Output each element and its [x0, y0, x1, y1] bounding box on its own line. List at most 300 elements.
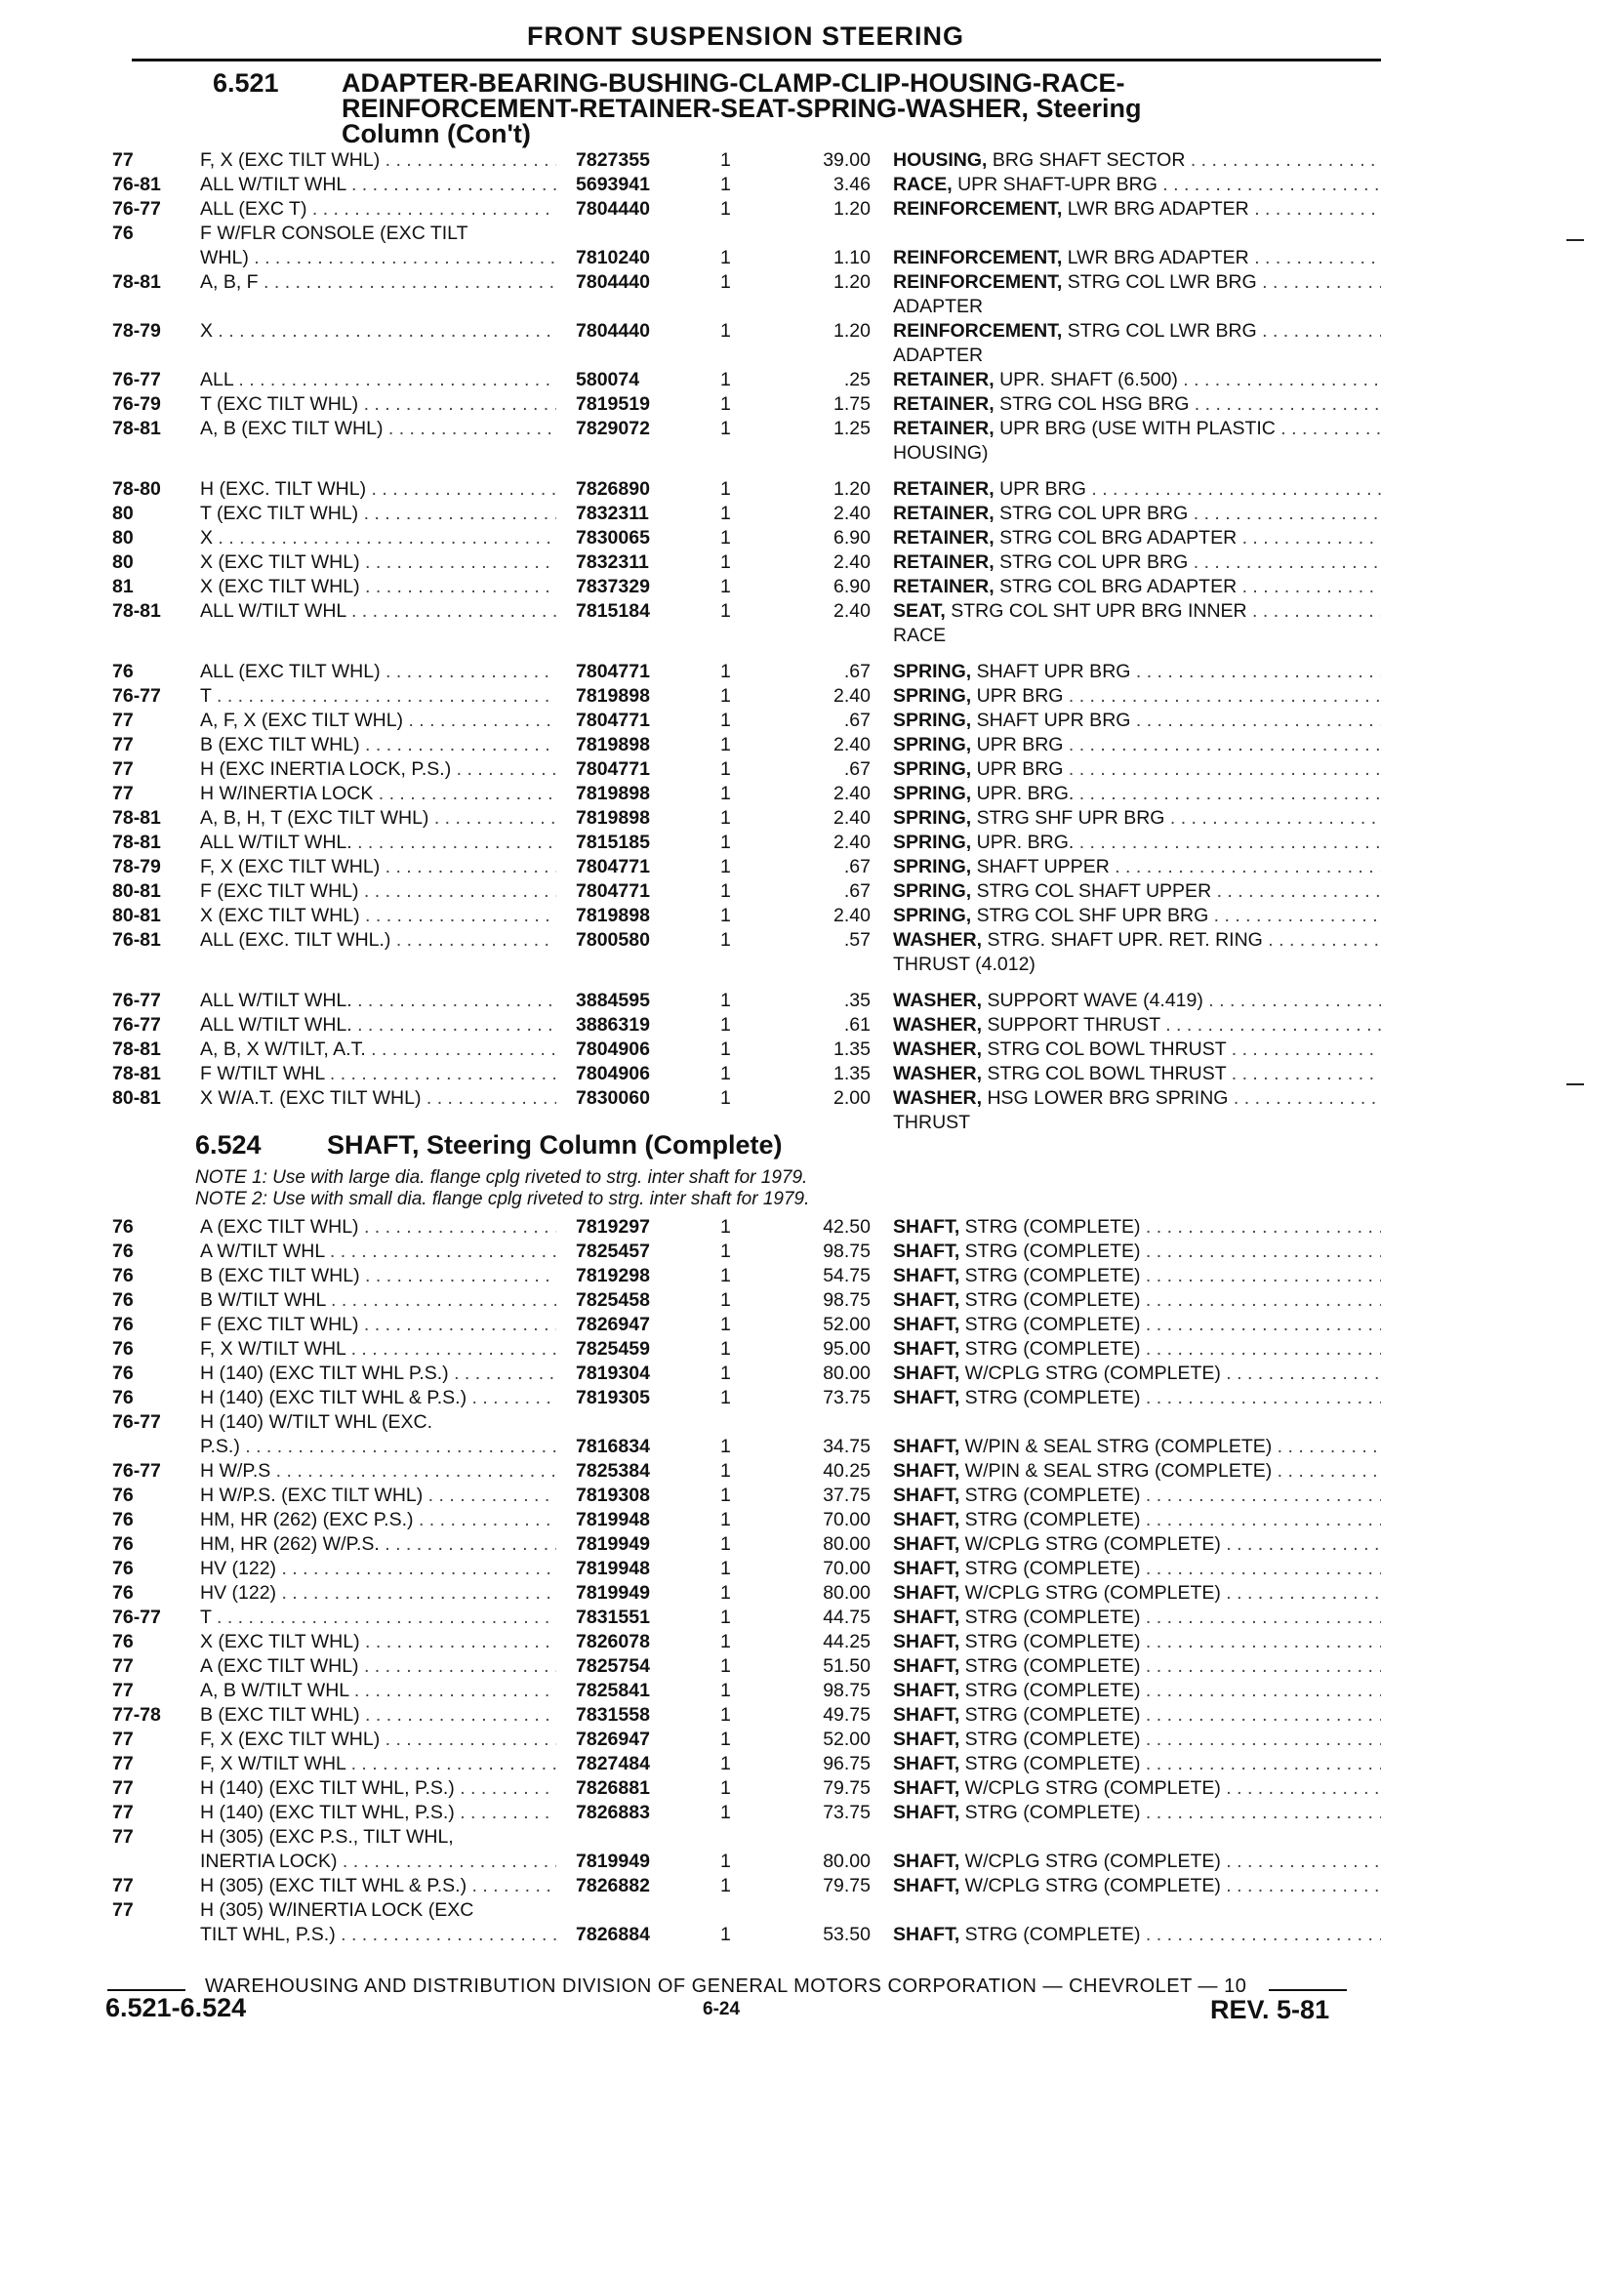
year-cell: 77	[112, 1680, 134, 1701]
part-name-detail: UPR BRG . . .	[977, 758, 1381, 780]
part-number-cell: 7819949	[576, 1582, 650, 1604]
price-cell: .67	[843, 880, 871, 902]
table-row	[0, 270, 1624, 295]
quantity-cell: 1	[720, 661, 731, 682]
part-name-cell	[893, 904, 1381, 928]
price-cell: 2.40	[833, 685, 871, 707]
margin-mark	[1566, 1083, 1584, 1085]
price-cell: 80.00	[823, 1533, 871, 1555]
description-cell: P.S.) . . .	[200, 1435, 556, 1459]
part-name-detail: STRG COL BRG ADAPTER . . .	[999, 576, 1381, 597]
part-name-cell	[893, 441, 1381, 466]
part-number-cell: 7804440	[576, 271, 650, 293]
part-name-detail: W/CPLG STRG (COMPLETE) . . .	[965, 1582, 1381, 1604]
year-cell: 76	[112, 1363, 134, 1384]
table-row	[0, 782, 1624, 806]
part-name-detail: W/CPLG STRG (COMPLETE) . . .	[965, 1875, 1381, 1896]
section-title	[342, 70, 1142, 146]
part-name-cell	[893, 1013, 1381, 1038]
part-name-keyword: REINFORCEMENT,	[893, 271, 1063, 293]
description-cell: H (305) (EXC TILT WHL & P.S.) . . .	[200, 1874, 556, 1898]
part-name-detail: STRG COL UPR BRG . . .	[999, 503, 1381, 524]
price-cell: 80.00	[823, 1363, 871, 1384]
table-row	[0, 1013, 1624, 1038]
part-name-detail: STRG COL UPR BRG . . .	[999, 551, 1381, 573]
price-cell: 6.90	[833, 576, 871, 597]
part-name-detail: STRG COL HSG BRG . . .	[999, 393, 1381, 415]
part-name-detail: UPR BRG (USE WITH PLASTIC . . .	[999, 418, 1381, 439]
table-row	[0, 477, 1624, 502]
description-cell: H (EXC. TILT WHL) . . .	[200, 477, 556, 502]
price-cell: 2.40	[833, 734, 871, 755]
table-row	[0, 1215, 1624, 1240]
part-name-keyword: SPRING,	[893, 758, 972, 780]
part-name-cell	[893, 197, 1381, 222]
section-title-line: ADAPTER-BEARING-BUSHING-CLAMP-CLIP-HOUSING-RACE-	[342, 68, 1125, 98]
year-cell: 77	[112, 149, 134, 171]
part-name-keyword: SPRING,	[893, 685, 972, 707]
part-name-keyword: SHAFT,	[893, 1387, 960, 1408]
part-name-detail: W/PIN & SEAL STRG (COMPLETE) . . .	[965, 1436, 1381, 1457]
part-name-detail: STRG (COMPLETE) . . .	[965, 1558, 1381, 1579]
note: NOTE 2: Use with small dia. flange cplg riveted to strg. inter shaft for 1979.	[195, 1189, 810, 1209]
part-number-cell: 7815185	[576, 832, 650, 853]
part-name-keyword: SHAFT,	[893, 1533, 960, 1555]
year-cell: 76	[112, 1485, 134, 1506]
table-row	[0, 733, 1624, 757]
section-number: 6.524	[195, 1130, 262, 1160]
price-cell: 2.40	[833, 503, 871, 524]
part-number-cell: 7819308	[576, 1485, 650, 1506]
part-number-cell: 7826881	[576, 1777, 650, 1799]
description-cell: H W/P.S . . .	[200, 1459, 556, 1484]
part-name-keyword: SPRING,	[893, 710, 972, 731]
part-name-detail: STRG SHF UPR BRG . . .	[977, 807, 1381, 829]
price-cell: 1.20	[833, 478, 871, 500]
price-cell: 98.75	[823, 1241, 871, 1262]
part-number-cell: 7825459	[576, 1338, 650, 1360]
table-row	[0, 928, 1624, 953]
year-cell: 78-81	[112, 1038, 161, 1060]
part-name-keyword: WASHER,	[893, 1063, 983, 1084]
part-name-keyword: SPRING,	[893, 807, 972, 829]
part-number-cell: 5693941	[576, 174, 650, 195]
part-name-cell	[893, 319, 1381, 344]
part-name-detail: HSG LOWER BRG SPRING . . .	[987, 1087, 1381, 1109]
year-cell: 77	[112, 758, 134, 780]
part-name-cell	[893, 1435, 1381, 1459]
table-row	[0, 1062, 1624, 1086]
price-cell: 2.40	[833, 905, 871, 926]
year-cell: 76-81	[112, 174, 161, 195]
description-cell: H (EXC INERTIA LOCK, P.S.) . . .	[200, 757, 556, 782]
part-number-cell: 7825754	[576, 1655, 650, 1677]
price-cell: 98.75	[823, 1289, 871, 1311]
parts-table	[0, 148, 1624, 1135]
quantity-cell: 1	[720, 1509, 731, 1530]
part-number-cell: 7804771	[576, 710, 650, 731]
table-row	[0, 806, 1624, 831]
table-row	[0, 904, 1624, 928]
part-name-cell	[893, 1630, 1381, 1654]
part-number-cell: 7816834	[576, 1436, 650, 1457]
description-cell: A, B, X W/TILT, A.T. . . .	[200, 1038, 556, 1062]
part-name-cell	[893, 173, 1381, 197]
table-row	[0, 1410, 1624, 1435]
part-name-cell	[893, 599, 1381, 624]
part-name-keyword: SHAFT,	[893, 1363, 960, 1384]
part-number-cell: 7826884	[576, 1924, 650, 1945]
part-name-cell	[893, 1386, 1381, 1410]
description-cell: F W/TILT WHL . . .	[200, 1062, 556, 1086]
year-cell: 76	[112, 1631, 134, 1652]
year-cell: 76	[112, 1265, 134, 1286]
table-row	[0, 709, 1624, 733]
part-number-cell: 7826890	[576, 478, 650, 500]
part-name-keyword: SHAFT,	[893, 1265, 960, 1286]
part-number-cell: 7830065	[576, 527, 650, 549]
part-name-keyword: SHAFT,	[893, 1631, 960, 1652]
quantity-cell: 1	[720, 1851, 731, 1872]
quantity-cell: 1	[720, 758, 731, 780]
table-row	[0, 1874, 1624, 1898]
description-cell: H W/P.S. (EXC TILT WHL) . . .	[200, 1484, 556, 1508]
part-name-detail: STRG (COMPLETE) . . .	[965, 1509, 1381, 1530]
quantity-cell: 1	[720, 990, 731, 1011]
table-row	[0, 1630, 1624, 1654]
part-name-detail: STRG (COMPLETE) . . .	[965, 1655, 1381, 1677]
year-cell: 76-77	[112, 198, 161, 220]
description-cell: F W/FLR CONSOLE (EXC TILT	[200, 223, 468, 244]
part-name-detail: STRG (COMPLETE) . . .	[965, 1704, 1381, 1726]
part-name-keyword: RETAINER,	[893, 369, 995, 390]
year-cell: 76	[112, 1509, 134, 1530]
quantity-cell: 1	[720, 576, 731, 597]
description-cell: H W/INERTIA LOCK . . .	[200, 782, 556, 806]
price-cell: 42.50	[823, 1216, 871, 1238]
part-name-keyword: WASHER,	[893, 1087, 983, 1109]
part-number-cell: 7804440	[576, 198, 650, 220]
quantity-cell: 1	[720, 856, 731, 877]
description-cell: B (EXC TILT WHL) . . .	[200, 1264, 556, 1288]
part-number-cell: 7826882	[576, 1875, 650, 1896]
description-cell: H (140) W/TILT WHL (EXC.	[200, 1411, 432, 1433]
quantity-cell: 1	[720, 1265, 731, 1286]
price-cell: 1.35	[833, 1038, 871, 1060]
part-name-cell	[893, 1459, 1381, 1484]
part-name-detail: THRUST (4.012)	[893, 954, 1035, 975]
part-name-cell	[893, 1215, 1381, 1240]
part-name-cell	[893, 1240, 1381, 1264]
part-name-detail: STRG COL LWR BRG . . .	[1068, 320, 1381, 342]
footer-page-number: 6-24	[703, 1999, 741, 2019]
part-name-keyword: SPRING,	[893, 880, 972, 902]
section-title: SHAFT, Steering Column (Complete)	[327, 1130, 783, 1160]
year-cell: 78-79	[112, 856, 161, 877]
part-name-detail: STRG (COMPLETE) . . .	[965, 1802, 1381, 1823]
part-number-cell: 7819949	[576, 1533, 650, 1555]
part-name-keyword: RETAINER,	[893, 393, 995, 415]
part-name-detail: W/CPLG STRG (COMPLETE) . . .	[965, 1851, 1381, 1872]
price-cell: 80.00	[823, 1851, 871, 1872]
part-number-cell: 7815184	[576, 600, 650, 622]
year-cell: 77	[112, 1802, 134, 1823]
quantity-cell: 1	[720, 503, 731, 524]
table-row	[0, 1264, 1624, 1288]
part-name-cell	[893, 1557, 1381, 1581]
part-name-cell	[893, 368, 1381, 392]
description-cell: T (EXC TILT WHL) . . .	[200, 502, 556, 526]
note: NOTE 1: Use with large dia. flange cplg riveted to strg. inter shaft for 1979.	[195, 1167, 808, 1188]
part-name-detail: W/CPLG STRG (COMPLETE) . . .	[965, 1777, 1381, 1799]
description-cell: F, X (EXC TILT WHL) . . .	[200, 1728, 556, 1752]
year-cell: 77	[112, 1826, 134, 1848]
quantity-cell: 1	[720, 905, 731, 926]
description-cell: ALL W/TILT WHL . . .	[200, 599, 556, 624]
year-cell: 76-77	[112, 1607, 161, 1628]
part-name-keyword: RETAINER,	[893, 527, 995, 549]
price-cell: 37.75	[823, 1485, 871, 1506]
price-cell: 34.75	[823, 1436, 871, 1457]
section-title-line: Column (Con't)	[342, 119, 531, 148]
table-row	[0, 392, 1624, 417]
part-name-keyword: SHAFT,	[893, 1509, 960, 1530]
footer-revision: REV. 5-81	[1210, 1995, 1330, 2024]
table-row	[0, 1240, 1624, 1264]
part-number-cell: 7826078	[576, 1631, 650, 1652]
part-name-cell	[893, 1923, 1381, 1947]
price-cell: 44.75	[823, 1607, 871, 1628]
description-cell: H (140) (EXC TILT WHL, P.S.) . . .	[200, 1801, 556, 1825]
part-name-cell	[893, 1728, 1381, 1752]
part-name-detail: SHAFT UPPER . . .	[977, 856, 1381, 877]
part-name-cell	[893, 1086, 1381, 1111]
table-row	[0, 1679, 1624, 1703]
part-number-cell: 7819948	[576, 1509, 650, 1530]
description-cell: A, B W/TILT WHL . . .	[200, 1679, 556, 1703]
price-cell: 70.00	[823, 1558, 871, 1579]
part-name-cell	[893, 624, 1381, 648]
year-cell: 80-81	[112, 905, 161, 926]
part-number-cell: 7819898	[576, 734, 650, 755]
quantity-cell: 1	[720, 1729, 731, 1750]
price-cell: .57	[843, 929, 871, 951]
quantity-cell: 1	[720, 783, 731, 804]
part-name-cell	[893, 855, 1381, 879]
table-row	[0, 550, 1624, 575]
year-cell: 76	[112, 1387, 134, 1408]
part-name-cell	[893, 1484, 1381, 1508]
description-cell: HM, HR (262) (EXC P.S.) . . .	[200, 1508, 556, 1532]
part-number-cell: 7819898	[576, 685, 650, 707]
part-name-cell	[893, 831, 1381, 855]
year-cell: 80-81	[112, 1087, 161, 1109]
description-cell: A, B, H, T (EXC TILT WHL) . . .	[200, 806, 556, 831]
description-cell: T (EXC TILT WHL) . . .	[200, 392, 556, 417]
quantity-cell: 1	[720, 1875, 731, 1896]
description-cell: A (EXC TILT WHL) . . .	[200, 1654, 556, 1679]
part-name-keyword: REINFORCEMENT,	[893, 320, 1063, 342]
margin-mark	[1566, 239, 1584, 241]
table-row	[0, 989, 1624, 1013]
description-cell: F, X W/TILT WHL . . .	[200, 1752, 556, 1776]
quantity-cell: 1	[720, 1753, 731, 1774]
description-cell: H (140) (EXC TILT WHL, P.S.) . . .	[200, 1776, 556, 1801]
description-cell: H (305) W/INERTIA LOCK (EXC	[200, 1899, 474, 1921]
part-name-cell	[893, 806, 1381, 831]
part-number-cell: 7827355	[576, 149, 650, 171]
part-name-cell	[893, 1850, 1381, 1874]
part-number-cell: 7830060	[576, 1087, 650, 1109]
table-row	[0, 1086, 1624, 1111]
year-cell: 80	[112, 503, 134, 524]
part-name-keyword: SHAFT,	[893, 1241, 960, 1262]
year-cell: 78-81	[112, 271, 161, 293]
part-name-cell	[893, 270, 1381, 295]
part-name-detail: W/PIN & SEAL STRG (COMPLETE) . . .	[965, 1460, 1381, 1482]
table-row	[0, 295, 1624, 319]
part-name-keyword: SHAFT,	[893, 1216, 960, 1238]
part-name-detail: UPR. BRG. . . .	[977, 783, 1381, 804]
part-name-detail: STRG (COMPLETE) . . .	[965, 1485, 1381, 1506]
table-row	[0, 575, 1624, 599]
part-name-cell	[893, 246, 1381, 270]
part-name-detail: UPR BRG . . .	[977, 734, 1381, 755]
part-name-keyword: HOUSING,	[893, 149, 988, 171]
price-cell: 2.00	[833, 1087, 871, 1109]
part-name-keyword: SPRING,	[893, 734, 972, 755]
price-cell: 49.75	[823, 1704, 871, 1726]
table-row	[0, 417, 1624, 441]
table-row	[0, 855, 1624, 879]
part-name-cell	[893, 684, 1381, 709]
part-name-keyword: SPRING,	[893, 905, 972, 926]
part-number-cell: 7800580	[576, 929, 650, 951]
part-name-keyword: SPRING,	[893, 661, 972, 682]
part-name-cell	[893, 1038, 1381, 1062]
year-cell: 78-81	[112, 807, 161, 829]
part-name-detail: UPR. BRG. . . .	[977, 832, 1381, 853]
description-cell: X (EXC TILT WHL) . . .	[200, 1630, 556, 1654]
part-name-keyword: SHAFT,	[893, 1802, 960, 1823]
table-row	[0, 624, 1624, 648]
table-row	[0, 502, 1624, 526]
year-cell: 78-81	[112, 832, 161, 853]
part-name-detail: SHAFT UPR BRG . . .	[977, 661, 1381, 682]
quantity-cell: 1	[720, 1063, 731, 1084]
part-name-cell	[893, 1581, 1381, 1606]
part-number-cell: 7804771	[576, 661, 650, 682]
part-name-cell	[893, 1062, 1381, 1086]
part-number-cell: 7825384	[576, 1460, 650, 1482]
part-name-keyword: SHAFT,	[893, 1753, 960, 1774]
quantity-cell: 1	[720, 1558, 731, 1579]
table-row	[0, 1752, 1624, 1776]
year-cell: 77	[112, 1655, 134, 1677]
price-cell: 54.75	[823, 1265, 871, 1286]
part-name-detail: SHAFT UPR BRG . . .	[977, 710, 1381, 731]
part-name-keyword: SHAFT,	[893, 1314, 960, 1335]
table-row	[0, 441, 1624, 466]
description-cell: H (140) (EXC TILT WHL P.S.) . . .	[200, 1362, 556, 1386]
part-number-cell: 7832311	[576, 503, 649, 524]
table-row	[0, 368, 1624, 392]
year-cell: 78-79	[112, 320, 161, 342]
part-name-detail: STRG (COMPLETE) . . .	[965, 1265, 1381, 1286]
part-name-cell	[893, 1801, 1381, 1825]
table-row	[0, 1898, 1624, 1923]
quantity-cell: 1	[720, 1460, 731, 1482]
part-number-cell: 7825458	[576, 1289, 650, 1311]
price-cell: 2.40	[833, 783, 871, 804]
table-row	[0, 319, 1624, 344]
description-cell: X (EXC TILT WHL) . . .	[200, 575, 556, 599]
description-cell: ALL W/TILT WHL. . . .	[200, 1013, 556, 1038]
year-cell: 80	[112, 551, 134, 573]
year-cell: 76-77	[112, 990, 161, 1011]
description-cell: H (305) (EXC P.S., TILT WHL,	[200, 1826, 454, 1848]
quantity-cell: 1	[720, 1680, 731, 1701]
quantity-cell: 1	[720, 1485, 731, 1506]
part-name-cell	[893, 757, 1381, 782]
part-name-cell	[893, 344, 1381, 368]
description-cell: A, F, X (EXC TILT WHL) . . .	[200, 709, 556, 733]
quantity-cell: 1	[720, 1582, 731, 1604]
part-name-cell	[893, 660, 1381, 684]
part-name-cell	[893, 148, 1381, 173]
part-name-cell	[893, 1337, 1381, 1362]
section-number: 6.521	[213, 68, 279, 98]
table-row	[0, 222, 1624, 246]
part-number-cell: 7831551	[576, 1607, 650, 1628]
table-row	[0, 757, 1624, 782]
part-name-keyword: SHAFT,	[893, 1680, 960, 1701]
description-cell: F, X W/TILT WHL . . .	[200, 1337, 556, 1362]
year-cell: 76-77	[112, 1460, 161, 1482]
part-number-cell: 7831558	[576, 1704, 650, 1726]
description-cell: H (140) (EXC TILT WHL & P.S.) . . .	[200, 1386, 556, 1410]
price-cell: .67	[843, 710, 871, 731]
quantity-cell: 1	[720, 1655, 731, 1677]
part-name-detail: STRG COL SHT UPR BRG INNER . . .	[951, 600, 1381, 622]
quantity-cell: 1	[720, 198, 731, 220]
part-name-detail: UPR SHAFT-UPR BRG . . .	[957, 174, 1381, 195]
part-name-keyword: SHAFT,	[893, 1704, 960, 1726]
quantity-cell: 1	[720, 734, 731, 755]
part-name-keyword: SHAFT,	[893, 1655, 960, 1677]
part-name-detail: STRG (COMPLETE) . . .	[965, 1241, 1381, 1262]
description-cell: X . . .	[200, 319, 556, 344]
part-name-keyword: SHAFT,	[893, 1582, 960, 1604]
description-cell: HV (122) . . .	[200, 1557, 556, 1581]
part-name-keyword: SHAFT,	[893, 1460, 960, 1482]
year-cell: 77	[112, 1729, 134, 1750]
part-name-keyword: WASHER,	[893, 990, 983, 1011]
year-cell: 78-81	[112, 1063, 161, 1084]
table-row	[0, 1038, 1624, 1062]
year-cell: 76	[112, 1314, 134, 1335]
table-row	[0, 173, 1624, 197]
part-number-cell: 7819305	[576, 1387, 650, 1408]
part-name-cell	[893, 879, 1381, 904]
quantity-cell: 1	[720, 369, 731, 390]
price-cell: .25	[843, 369, 871, 390]
table-row	[0, 1337, 1624, 1362]
description-cell: A (EXC TILT WHL) . . .	[200, 1215, 556, 1240]
year-cell: 76-77	[112, 685, 161, 707]
part-name-keyword: RETAINER,	[893, 478, 995, 500]
year-cell: 76-77	[112, 1411, 161, 1433]
